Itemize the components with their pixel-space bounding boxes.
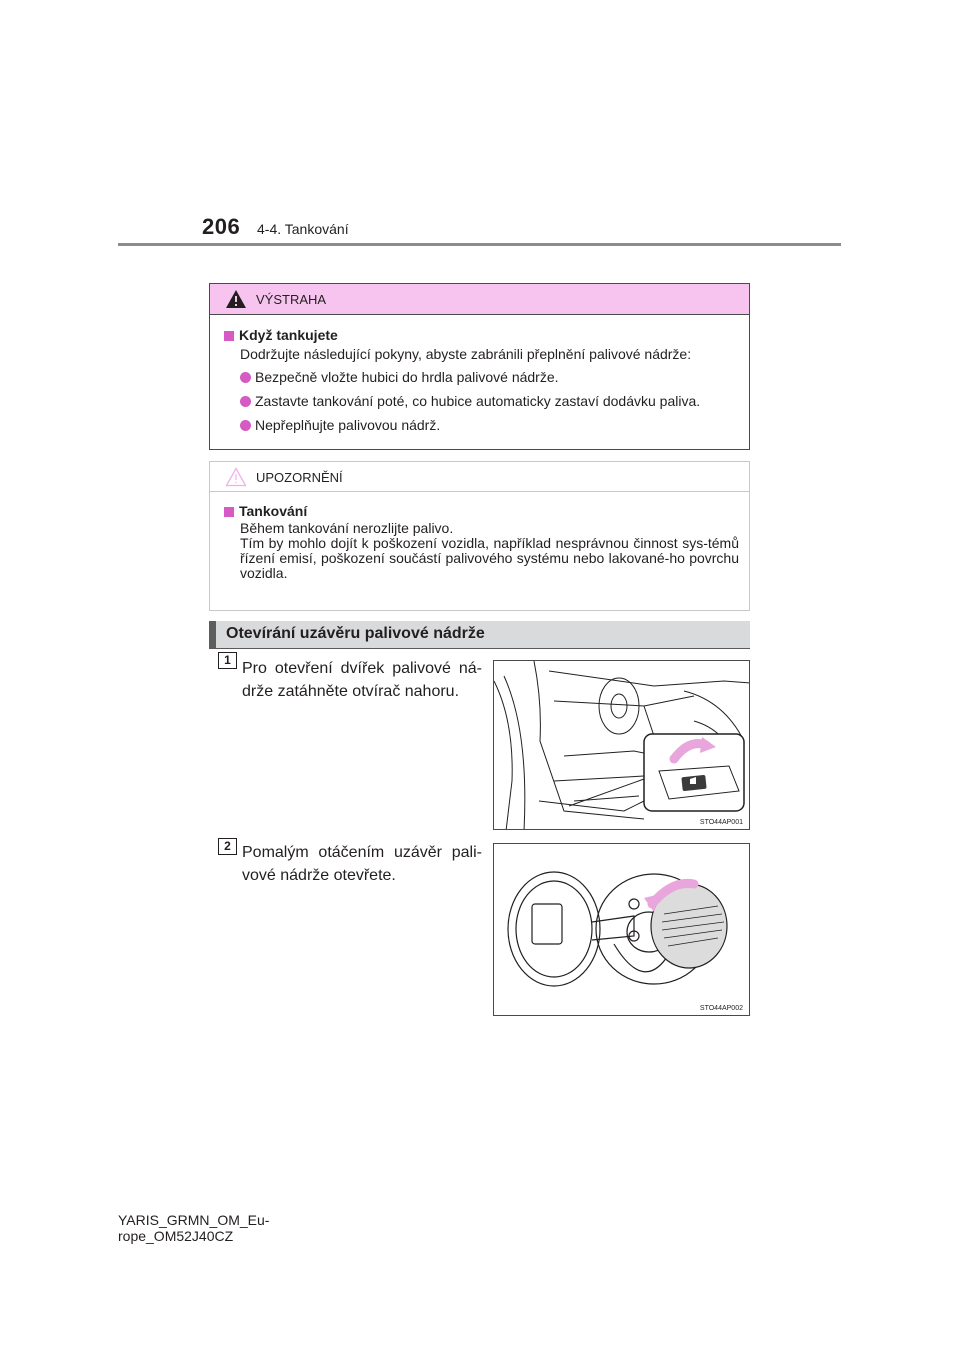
step-number: 1	[218, 652, 237, 669]
header-rule	[118, 243, 841, 246]
image-code: STO44AP002	[699, 1005, 743, 1012]
caution-line-1: Během tankování nerozlijte palivo.	[240, 520, 454, 536]
fuel-opener-illustration	[493, 660, 750, 830]
warning-bullet	[224, 369, 749, 386]
warning-box	[209, 283, 750, 450]
section-title: 4-4. Tankování	[257, 221, 349, 237]
warning-bullet-text: Zastavte tankování poté, co hubice automaticky zastaví dodávku paliva.	[255, 393, 701, 409]
warning-subheading	[224, 327, 749, 344]
section-heading: Otevírání uzávěru palivové nádrže	[226, 625, 485, 642]
section-heading-accent	[209, 621, 216, 648]
round-bullet-icon	[240, 396, 251, 407]
car-interior-drawing	[494, 661, 750, 830]
image-code: STO44AP001	[699, 819, 743, 826]
page-number: 206	[202, 214, 241, 239]
warning-bullet-text: Bezpečně vložte hubici do hrdla palivové nádrže.	[255, 369, 559, 385]
warning-bullet-text: Nepřeplňujte palivovou nádrž.	[255, 417, 441, 433]
warning-intro: Dodržujte následující pokyny, abyste zabránili přeplnění palivové nádrže:	[240, 346, 692, 362]
footer-line-1: YARIS_GRMN_OM_Eu-	[118, 1212, 270, 1228]
caution-body	[210, 492, 749, 581]
section-heading-bar	[209, 621, 750, 649]
caution-triangle-icon	[225, 467, 247, 487]
square-bullet-icon	[224, 507, 234, 517]
fuel-cap-illustration	[493, 843, 750, 1016]
round-bullet-icon	[240, 420, 251, 431]
warning-bullet	[224, 393, 749, 410]
step-text: Pomalým otáčením uzávěr pali-vové nádrže otevřete.	[242, 844, 482, 884]
warning-subheading-text: Když tankujete	[239, 327, 338, 343]
warning-body	[210, 315, 749, 434]
round-bullet-icon	[240, 372, 251, 383]
step-text: Pro otevření dvířek palivové ná-drže zatáhněte otvírač nahoru.	[242, 660, 482, 700]
warning-label: VÝSTRAHA	[256, 292, 327, 307]
caution-subheading-text: Tankování	[239, 503, 308, 519]
footer-doc-id	[118, 1212, 269, 1244]
warning-header	[210, 284, 749, 315]
footer-line-2: rope_OM52J40CZ	[118, 1228, 234, 1244]
caution-label: UPOZORNĚNÍ	[256, 470, 343, 485]
caution-header	[210, 462, 749, 492]
caution-box	[209, 461, 750, 611]
square-bullet-icon	[224, 331, 234, 341]
warning-triangle-icon	[225, 289, 247, 309]
warning-bullet	[224, 417, 749, 434]
fuel-cap-drawing	[494, 844, 750, 1016]
caution-subheading	[224, 504, 749, 519]
caution-line-2: Tím by mohlo dojít k poškození vozidla, například nesprávnou činnost sys-témů řízení emisí, poškození součástí palivového systému nebo lakované-ho povrchu vozidla.	[240, 535, 739, 581]
step-number: 2	[218, 838, 237, 855]
